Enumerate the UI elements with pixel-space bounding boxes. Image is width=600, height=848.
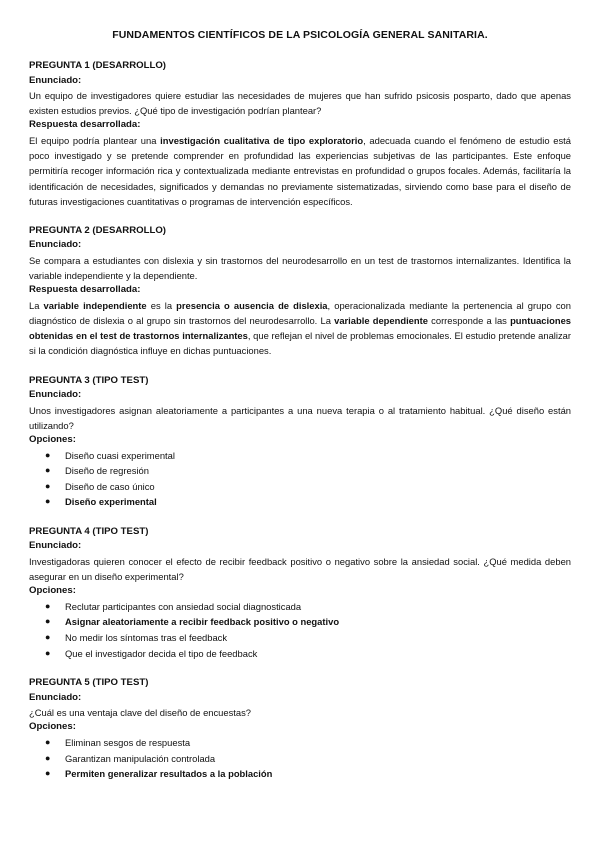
respuesta-highlight: investigación cualitativa de tipo exploratorio [160,134,364,146]
document-page [29,29,571,797]
respuesta-segment: corresponde a las [427,315,511,327]
respuesta-segment: , operacionalizada mediante la pertenencia al grupo con diagnóstico de dislexia o al grupo sin trastornos del neurodesarrollo. La [29,299,571,327]
bullet-icon: ● [45,600,51,611]
option-item [29,448,571,464]
bullet-icon: ● [45,752,51,763]
option-text: Permiten generalizar resultados a la población [65,768,273,780]
enunciado-label: Enunciado: [29,74,82,86]
option-text: Que el investigador decida el tipo de feedback [65,647,258,659]
bullet-icon: ● [45,632,51,643]
bullet-icon: ● [45,480,51,491]
option-text: No medir los síntomas tras el feedback [65,632,228,644]
options-list [29,599,571,661]
opciones-label: Opciones: [29,585,76,597]
enunciado-label: Enunciado: [29,389,82,401]
option-item [29,630,571,646]
respuesta-segment: , que reflejan el nivel de problemas emocionales. El estudio pretende analizar si la condición diagnóstica influye en dichas puntuaciones. [29,330,571,357]
respuesta-text [29,298,571,359]
enunciado-text: Un equipo de investigadores quiere estudiar las necesidades de mujeres que han sufrido psicosis posparto, dado que apenas existen estudios previos. ¿Qué tipo de investigación podrían plantear? [29,90,571,117]
opciones-label: Opciones: [29,721,76,733]
respuesta-text [29,133,571,209]
enunciado-text: Investigadoras quieren conocer el efecto de recibir feedback positivo o negativo sobre la ansiedad social. ¿Qué medida deben asegurar en un diseño experimental? [29,555,571,583]
option-text: Reclutar participantes con ansiedad social diagnosticada [65,600,302,612]
option-text: Diseño cuasi experimental [65,449,175,461]
respuesta-segment: , adecuada cuando el fenómeno de estudio está poco investigado y se pretende comprender en profundidad las experiencias subjetivas de las participantes. Este enfoque permitiría recoger información rica y contextualizada mediante entrevistas en profundidad o grupos focales. Además, facilitaría la identificación de necesidades, significados y demandas no previamente sistematizadas, sirviendo como base para el diseño de futuras investigaciones cuantitativas o programas de intervención específicos. [29,134,572,207]
bullet-icon: ● [45,616,51,627]
bullet-icon: ● [45,647,51,658]
question-1 [29,59,571,209]
option-item-correct [29,494,571,510]
question-3 [29,374,571,510]
question-header: PREGUNTA 1 (DESARROLLO) [29,60,166,71]
options-list [29,448,571,510]
option-text: Diseño de regresión [65,465,149,477]
respuesta-segment: es la [146,299,177,311]
enunciado-label: Enunciado: [29,239,82,251]
option-text: Garantizan manipulación controlada [65,752,216,764]
respuesta-highlight: presencia o ausencia de dislexia [176,299,328,311]
question-5 [29,676,571,781]
question-list [29,59,571,782]
opciones-label: Opciones: [29,434,76,446]
respuesta-highlight: variable dependiente [334,315,428,327]
respuesta-label: Respuesta desarrollada: [29,284,141,296]
respuesta-highlight: puntuaciones obtenidas en el test de trastornos internalizantes [29,315,572,342]
respuesta-label: Respuesta desarrollada: [29,119,141,131]
options-list [29,735,571,782]
bullet-icon: ● [45,736,51,747]
question-header: PREGUNTA 3 (TIPO TEST) [29,374,149,386]
question-header: PREGUNTA 2 (DESARROLLO) [29,224,166,236]
question-header: PREGUNTA 4 (TIPO TEST) [29,525,149,537]
option-item [29,646,571,662]
bullet-icon: ● [45,449,51,460]
option-item-correct [29,766,571,782]
respuesta-highlight: variable independiente [43,299,147,311]
enunciado-text: Se compara a estudiantes con dislexia y sin trastornos del neurodesarrollo en un test de trastornos internalizantes. Identifica la variable independiente y la dependiente. [29,254,571,282]
enunciado-label: Enunciado: [29,691,82,703]
bullet-icon: ● [45,768,51,779]
question-header: PREGUNTA 5 (TIPO TEST) [29,677,149,689]
respuesta-segment: La [29,299,44,311]
enunciado-text: ¿Cuál es una ventaja clave del diseño de encuestas? [29,707,252,719]
enunciado-text: Unos investigadores asignan aleatoriamente a participantes a una nueva terapia o al tratamiento habitual. ¿Qué diseño están utilizando? [29,404,571,431]
question-2 [29,224,571,359]
option-text: Diseño de caso único [65,480,155,492]
bullet-icon: ● [45,465,51,476]
option-text: Asignar aleatoriamente a recibir feedback positivo o negativo [65,616,340,628]
option-text: Diseño experimental [65,496,157,508]
option-item [29,463,571,479]
option-text: Eliminan sesgos de respuesta [65,736,191,748]
option-item [29,735,571,751]
option-item [29,479,571,495]
bullet-icon: ● [45,496,51,507]
question-4 [29,525,571,661]
option-item [29,599,571,615]
option-item [29,751,571,767]
document-title: FUNDAMENTOS CIENTÍFICOS DE LA PSICOLOGÍA GENERAL SANITARIA. [112,29,488,41]
enunciado-label: Enunciado: [29,540,82,552]
respuesta-segment: El equipo podría plantear una [29,134,161,146]
option-item-correct [29,614,571,630]
